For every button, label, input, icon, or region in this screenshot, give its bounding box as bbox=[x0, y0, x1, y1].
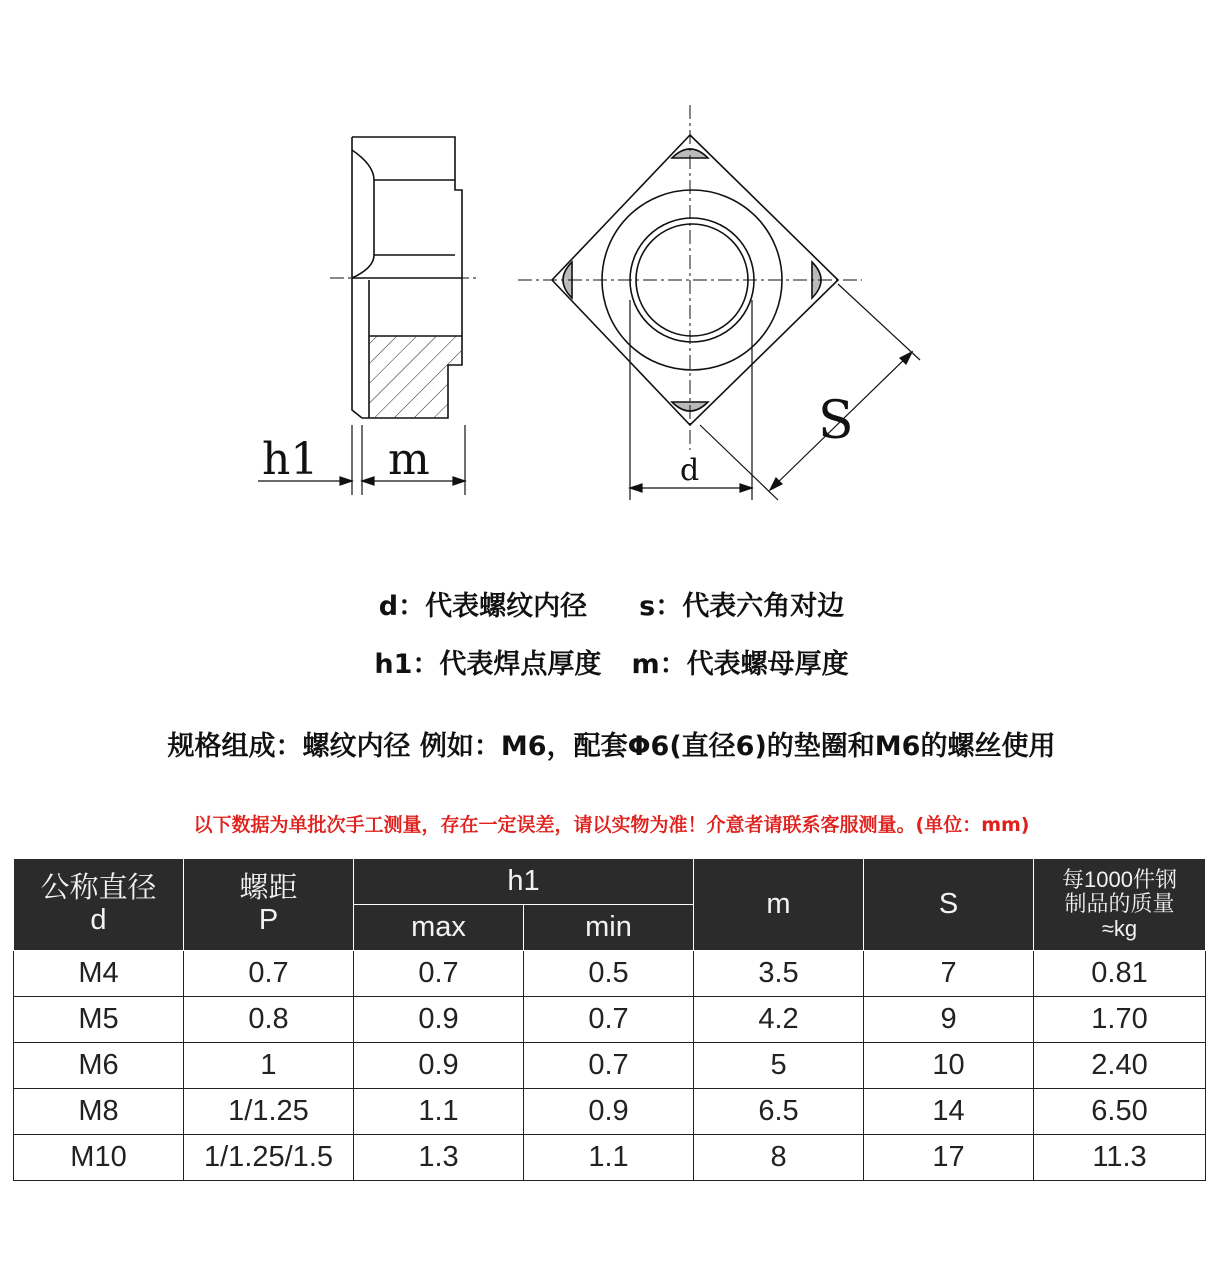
table-cell: 0.5 bbox=[524, 951, 694, 997]
table-cell: 0.7 bbox=[524, 997, 694, 1043]
header-pitch-line2: P bbox=[258, 903, 279, 936]
table-cell: M10 bbox=[14, 1135, 184, 1181]
weld-nut-diagram bbox=[0, 0, 1223, 540]
legend-h1: h1：代表焊点厚度 bbox=[374, 649, 602, 680]
header-nominal-line2: d bbox=[90, 903, 107, 936]
legend-row-1 bbox=[0, 584, 1223, 623]
table-cell: 14 bbox=[864, 1089, 1034, 1135]
table-cell: M8 bbox=[14, 1089, 184, 1135]
header-nominal-line1: 公称直径 bbox=[40, 871, 157, 904]
table-cell: 0.9 bbox=[354, 997, 524, 1043]
header-mass-line2: 制品的质量 bbox=[1064, 891, 1175, 917]
header-m: m bbox=[694, 859, 864, 951]
table-cell: 17 bbox=[864, 1135, 1034, 1181]
d-label: d bbox=[680, 453, 700, 488]
header-s: S bbox=[864, 859, 1034, 951]
table-cell: 11.3 bbox=[1034, 1135, 1206, 1181]
table-cell: 0.7 bbox=[524, 1043, 694, 1089]
table-row bbox=[14, 1043, 1206, 1089]
legend-s: s：代表六角对边 bbox=[639, 591, 845, 622]
header-pitch-line1: 螺距 bbox=[239, 871, 298, 904]
table-cell: 4.2 bbox=[694, 997, 864, 1043]
table-cell: 1.1 bbox=[524, 1135, 694, 1181]
table-row bbox=[14, 997, 1206, 1043]
table-cell: 0.9 bbox=[524, 1089, 694, 1135]
spec-table bbox=[13, 858, 1206, 1181]
technical-drawing bbox=[0, 0, 1223, 540]
table-cell: 10 bbox=[864, 1043, 1034, 1089]
header-h1: h1 bbox=[354, 859, 694, 905]
header-h1-min: min bbox=[524, 905, 694, 951]
legend-d: d：代表螺纹内径 bbox=[378, 591, 588, 622]
table-cell: M4 bbox=[14, 951, 184, 997]
table-cell: 9 bbox=[864, 997, 1034, 1043]
s-dimension bbox=[700, 284, 920, 500]
table-cell: 3.5 bbox=[694, 951, 864, 997]
m-label: m bbox=[388, 434, 430, 485]
table-cell: 7 bbox=[864, 951, 1034, 997]
table-cell: 0.9 bbox=[354, 1043, 524, 1089]
table-cell: 1.3 bbox=[354, 1135, 524, 1181]
header-pitch bbox=[184, 859, 354, 951]
table-cell: 1/1.25 bbox=[184, 1089, 354, 1135]
spec-composition-line: 规格组成：螺纹内径 例如：M6，配套Φ6(直径6)的垫圈和M6的螺丝使用 bbox=[167, 731, 1056, 762]
h1-label: h1 bbox=[262, 434, 319, 485]
legend-m: m：代表螺母厚度 bbox=[631, 649, 849, 680]
table-row bbox=[14, 1089, 1206, 1135]
table-cell: 0.7 bbox=[184, 951, 354, 997]
table-cell: M6 bbox=[14, 1043, 184, 1089]
table-cell: 0.7 bbox=[354, 951, 524, 997]
table-cell: 1.70 bbox=[1034, 997, 1206, 1043]
table-cell: M5 bbox=[14, 997, 184, 1043]
header-mass bbox=[1034, 859, 1206, 951]
s-label: S bbox=[818, 391, 854, 451]
legend-row-2 bbox=[0, 642, 1223, 681]
table-cell: 2.40 bbox=[1034, 1043, 1206, 1089]
table-cell: 1/1.25/1.5 bbox=[184, 1135, 354, 1181]
table-row bbox=[14, 951, 1206, 997]
table-cell: 1.1 bbox=[354, 1089, 524, 1135]
table-cell: 6.5 bbox=[694, 1089, 864, 1135]
header-h1-max: max bbox=[354, 905, 524, 951]
table-cell: 6.50 bbox=[1034, 1089, 1206, 1135]
table-cell: 0.81 bbox=[1034, 951, 1206, 997]
table-cell: 8 bbox=[694, 1135, 864, 1181]
table-cell: 1 bbox=[184, 1043, 354, 1089]
header-mass-line1: 每1000件钢 bbox=[1062, 867, 1177, 893]
table-row bbox=[14, 1135, 1206, 1181]
header-mass-line3: ≈kg bbox=[1101, 915, 1138, 941]
header-nominal-diameter bbox=[14, 859, 184, 951]
measurement-note: 以下数据为单批次手工测量，存在一定误差，请以实物为准！介意者请联系客服测量。(单位：mm) bbox=[193, 814, 1030, 836]
table-cell: 5 bbox=[694, 1043, 864, 1089]
table-cell: 0.8 bbox=[184, 997, 354, 1043]
